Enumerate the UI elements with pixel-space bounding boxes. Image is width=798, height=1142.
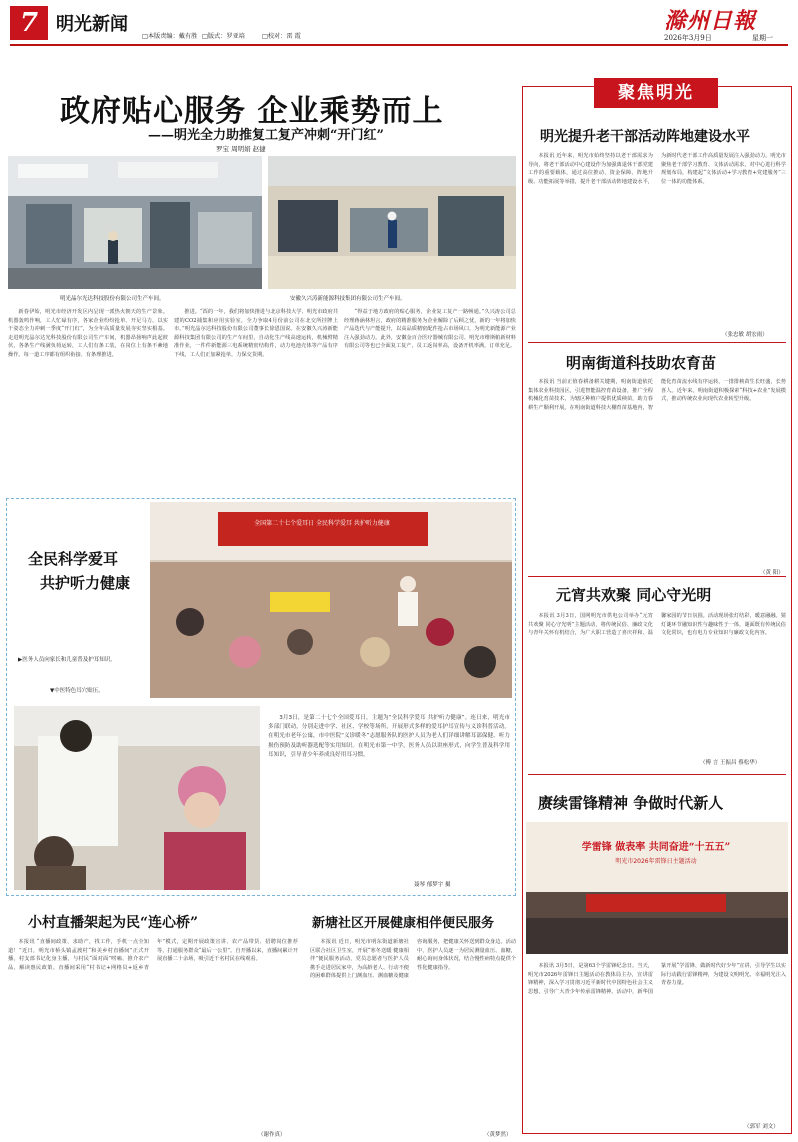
village-body: 本报讯 “直播间政策、求助产，找工作，手机一点全知道！”近日，明光市桥头镇孟渡村“和美乡村直播间”正式开播，村支部书记化身主播，与村民“面对面”唠嗑、推介农产品、解读惠民政策。直播间采用“村书记+网格员+返乡青年”模式，定期开展政策宣讲、农产品带货、招聘岗位推荐等，打通服务群众“最后一公里”。自开播以来，直播间累计开展直播二十余场，吸引近千名村民在线观看。: [8, 939, 298, 971]
xintang-credit: （黄梦然）: [484, 1132, 512, 1138]
xintang-title: 新塘社区开展健康相伴便民服务: [312, 916, 495, 931]
section-title: 明光新闻: [56, 14, 128, 35]
lead-photo-caption-2: 安徽久兴涛新能源科技集团有限公司生产车间。: [290, 296, 406, 302]
focus-a4-title: 赓续雷锋精神 争做时代新人: [538, 794, 724, 812]
lei-feng-banner-line1: 学雷锋 做表率 共同奋进“十五五”: [581, 842, 731, 853]
paper-name: 滁州日報: [664, 8, 757, 34]
health-title-2: 共护听力健康: [40, 574, 131, 592]
focus-divider-2: [528, 576, 786, 577]
factory-photo-2: [268, 156, 516, 289]
proof-credit: □校对：雷 霞: [262, 33, 301, 40]
focus-banner: 聚焦明光: [594, 78, 718, 108]
village-credit: （谢作真）: [258, 1132, 286, 1138]
lei-feng-banner-line2: 明光市2026年雷锋日主题活动: [615, 858, 697, 865]
lead-subtitle: ——明光全力助推复工复产冲刺“开门红”: [148, 128, 384, 143]
editor-credit: □本版责编：戴有胜: [142, 33, 198, 40]
focus-a3-credit: （傅 言 王振昌 蔡松华）: [700, 760, 761, 766]
issue-date: 2026年3月9日: [664, 34, 712, 42]
focus-a3-title: 元宵共欢聚 同心守光明: [556, 586, 712, 604]
lead-byline: 罗宝 周明娟 赵捷: [216, 145, 266, 153]
lead-photo-caption-1: 明光晶尔光达科技股份有限公司生产车间。: [60, 296, 165, 302]
page-number: 7: [10, 6, 48, 40]
village-title: 小村直播架起为民“连心桥”: [28, 915, 199, 931]
health-credit: 聂琴 郁梦宇 摄: [414, 882, 451, 888]
lead-title: 政府贴心服务 企业乘势而上: [60, 94, 444, 129]
health-caption-1: ▶医务人员向家长和儿童普及护耳知识。: [18, 657, 116, 663]
focus-a1-credit: （张忠敏 胡宏雨）: [722, 332, 768, 338]
lei-feng-photo: [526, 822, 788, 954]
xintang-body: 本报讯 近日，明光市明东街道新塘社区联合社区卫生室，开展“寒冬送暖 健康相伴”便民服务活动，党员志愿者与医护人员携手走进居民家中，为高龄老人、行动不便的困难群体提供上门测血压、测血糖及健康咨询服务，把健康关怀送到群众身边。活动中，医护人员逐一为居民测量血压、血糖，耐心询问身体状况，结合慢性病特点提供个性化健康指导。: [310, 939, 516, 980]
focus-a1-title: 明光提升老干部活动阵地建设水平: [540, 129, 750, 145]
issue-weekday: 星期一: [752, 34, 773, 42]
lead-body-col1: 新春伊始，明光市经济开发区内呈现一派热火朝天的生产景象。机器轰鸣作响，工人忙碌有序，各家企业纷纷抢单、开足马力，以实干姿态全力冲刺一季度“开门红”，为全年高质量发展夯实坚实根基。走进明光晶尔达光科技股份有限公司生产车间，机器昂扬响声此起彼伏，各条生产线满负荷运转，工人们有条工装，在岗位上有条不紊地操作。每一道工序都有组织衔接、有条理推进。: [8, 309, 168, 358]
focus-a3-body: 本报讯 3月3日，国网明光市供电公司举办“元宵共欢聚 同心守光明”主题活动，将传统民俗、廉政文化与青年关怀有机结合，为广大职工营造了喜庆祥和、温馨家园的节日氛围。活动现场张灯结彩，暖意融融。猜灯谜环节融知识性与趣味性于一体，谜面既有传统民俗文化常识，也有电力专业知识与廉政文化内容。: [528, 613, 786, 637]
lead-body-col3: “得益于地方政府的贴心服务，企业复工复产一路畅通。”久兴涛公司总经理蒋涵林坦言，政府的精准服务为企业解除了后顾之忧，新的一年将加快产品迭代与产能提升，以高品质精密配件抢占市场风口，为明光新能源产业注入强劲动力。此外，安徽金百合医疗器械有限公司、明光市维斯帕新材料有限公司等也已全面复工复产，员工返岗率高，设备开机率满，订单充足。: [344, 309, 516, 350]
focus-a1-body: 本报讯 近年来，明光市始终坚持以老干部需求为导向，将老干部活动中心建设作为加强离退休干部党建工作的重要载体，通过高位推动、资金保障、阵地升级、功能拓展等举措，提升老干部活动阵地建设水平，为新时代老干部工作高质量发展注入强劲动力。明光市聚焦老干部学习教育、文体活动需求，对中心进行科学规划布局，构建起“文体活动+学习教育+党建服务”三位一体的功能体系。: [528, 153, 786, 185]
health-title-1: 全民科学爱耳: [28, 550, 119, 568]
focus-divider-1: [528, 342, 786, 343]
ear-day-banner: 全国第二十七个爱耳日 全民科学爱耳 共护听力健康: [254, 520, 390, 527]
health-caption-2: ▼中医特色耳穴贴压。: [50, 688, 104, 694]
focus-a2-credit: （黄 阳）: [760, 570, 784, 576]
health-body: 3月3日，是第二十七个全国爱耳日，主题为“全民科学爱耳 共护听力健康”。连日来，明光市多部门联动，分别走进中学、社区、学校等场所，开展形式多样的爱耳护耳宣传与义诊科普活动。在明光市老年公寓，市中医院“义诊暖冬”志愿服务队的医护人员为老人们详细讲解耳部保健、听力损伤预防及助听器选配等实用知识。在明光市第一中学，医务人员以讲座形式，向学生普及科学用耳知识，引导青少年养成良好用耳习惯。: [268, 715, 510, 758]
focus-a4-body: 本报讯 3月5日，是第63个学雷锋纪念日。当天，明光市2026年雷锋日主题活动在教体局主办，宣讲雷锋精神，深入学习贯彻习近平新时代中国特色社会主义思想，引导广大青少年传承雷锋精神。活动中，新华国篆开展“学雷锋、做新时代好少年”宣讲，引导学生以实际行动践行雷锋精神，为建设文明明光、幸福明光注入青春力量。: [528, 963, 786, 995]
focus-divider-3: [528, 774, 786, 775]
factory-photo-1: [8, 156, 262, 289]
lead-body-col2: 推进。“酉的一年，我们将加快推进与北京科技大学、明光市政府共建的CO2捕集和应用实验室，全力争取4月份前公司在北交所挂牌上市。”明光晶尔达科技股份有限公司董事长徐恩国说。在安徽久兴涛新能源科技集团有限公司的生产车间里，自动化生产线高速运转，机械臂精准作业，一件件新能源三电系统精密结构件，动力电池壳体等产品有序下线，工人们正加紧抢单，力保交货期。: [174, 309, 338, 358]
ear-day-photo-1: [150, 502, 512, 698]
focus-a2-title: 明南街道科技助农育苗: [566, 354, 717, 372]
masthead: [0, 0, 798, 46]
designer-credit: □版式：罗亚培: [202, 33, 245, 40]
masthead-rule: [10, 44, 788, 46]
focus-a2-body: 本报讯 当前正值春耕备耕关键期，明南街道依托集体农业科技园区，引进智能温控育苗设备，推广全程机械化育苗技术，为辖区种植户提供优质秧苗，助力春耕生产顺利开展。在明南街道科技大棚育苗基地内，智能化育苗流水线有序运转，一排排秧苗生长旺盛，长势喜人。近年来，明南街道积极探索“科技+农业”发展模式，推动传统农业向现代农业转型升级。: [528, 379, 786, 411]
focus-a4-credit: （郭军 刘文）: [744, 1124, 779, 1130]
ear-day-photo-2: [14, 706, 260, 890]
